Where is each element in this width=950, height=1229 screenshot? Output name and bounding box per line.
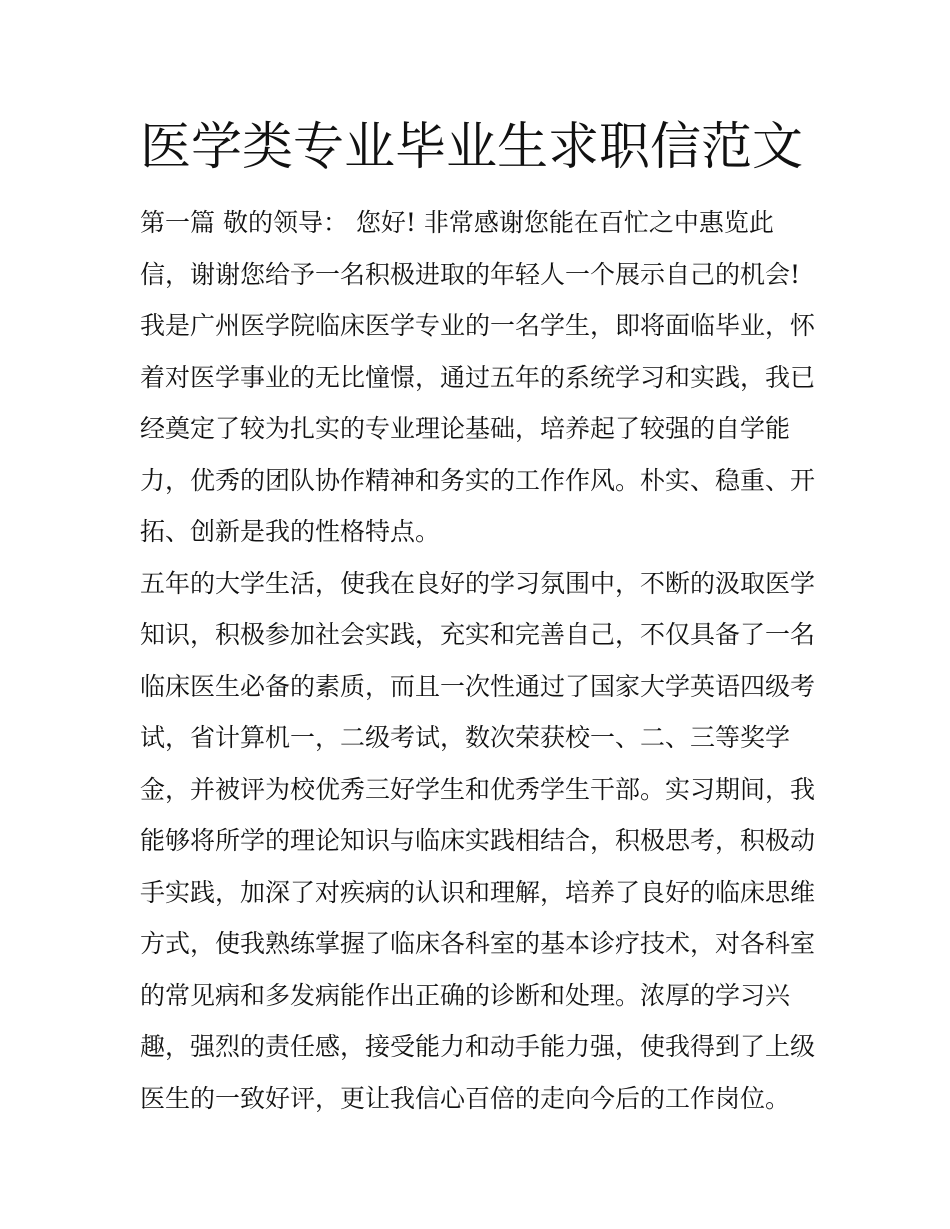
text-line: 信，谢谢您给予一名积极进取的年轻人一个展示自己的机会! [140,259,801,289]
text-line: 医生的一致好评，更让我信心百倍的走向今后的工作岗位。 [140,1083,791,1113]
text-line: 着对医学事业的无比憧憬，通过五年的系统学习和实践，我已 [140,362,816,392]
text-line: 我是广州医学院临床医学专业的一名学生，即将面临毕业，怀 [140,311,816,340]
text-line: 拓、创新是我的性格特点。 [140,517,441,546]
text-line: 金，并被评为校优秀三好学生和优秀学生干部。实习期间，我 [140,774,816,804]
text-line: 的常见病和多发病能作出正确的诊断和处理。浓厚的学习兴 [140,980,791,1010]
text-line: 经奠定了较为扎实的专业理论基础，培养起了较强的自学能 [140,414,791,443]
text-line: 五年的大学生活，使我在良好的学习氛围中，不断的汲取医学 [140,568,816,598]
text-line: 趣，强烈的责任感，接受能力和动手能力强，使我得到了上级 [140,1032,816,1061]
document-body [140,197,830,1124]
text-line: 能够将所学的理论知识与临床实践相结合，积极思考，积极动 [140,826,816,855]
document-title: 医学类专业毕业生求职信范文 [140,118,804,177]
text-line: 方式，使我熟练掌握了临床各科室的基本诊疗技术，对各科室 [140,929,816,958]
text-line: 临床医生必备的素质，而且一次性通过了国家大学英语四级考 [140,671,816,701]
text-line: 第一篇 敬的领导： 您好! 非常感谢您能在百忙之中惠览此 [140,208,774,237]
text-line: 知识，积极参加社会实践，充实和完善自己，不仅具备了一名 [140,620,816,649]
text-line: 力，优秀的团队协作精神和务实的工作作风。朴实、稳重、开 [140,465,816,495]
text-line: 手实践，加深了对疾病的认识和理解，培养了良好的临床思维 [140,877,816,907]
text-line: 试，省计算机一，二级考试，数次荣获校一、二、三等奖学 [140,723,791,752]
